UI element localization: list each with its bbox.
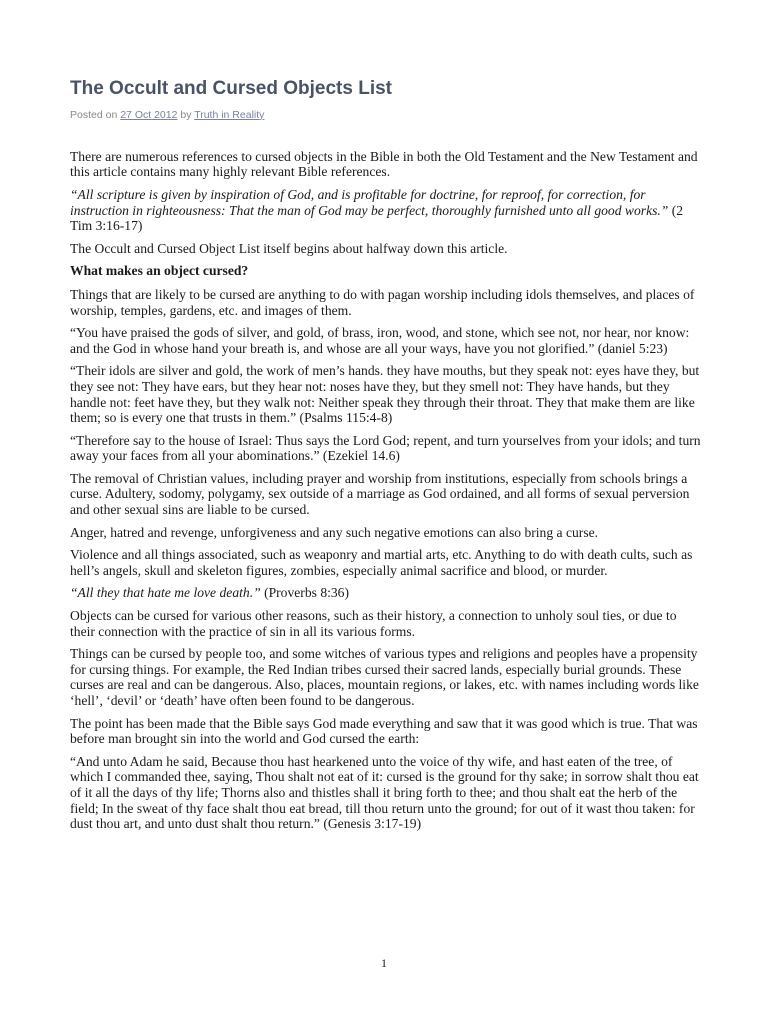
proverbs-quote-reference: (Proverbs 8:36) [264, 585, 350, 601]
paragraph-daniel-quote: “You have praised the gods of silver, and gold, of brass, iron, wood, and stone, which see not, nor hear, nor know: and the God in whose hand your breath is, and whose are all your ways, have you not glorified.” (daniel 5:23) [70, 325, 690, 356]
page-number: 1 [381, 956, 387, 970]
paragraph-other-reasons: Objects can be cursed for various other reasons, such as their history, a connection to unholy soul ties, or due to their connection with the practice of sin in all its various forms. [70, 608, 677, 639]
section-heading: What makes an object cursed? [70, 263, 249, 279]
by-label: by [180, 108, 192, 121]
paragraph-negative-emotions: Anger, hatred and revenge, unforgiveness and any such negative emotions can also bring a curse. [70, 524, 599, 540]
post-meta [70, 109, 704, 121]
paragraph-genesis-quote: “And unto Adam he said, Because thou hast hearkened unto the voice of thy wife, and hast eaten of the tree, of which I commanded thee, saying, Thou shalt not eat of it: cursed is the ground for thy sake; in sorrow shalt thou eat of it all the days of thy life; Thorns also and thistles shall it bring forth to thee; and thou shalt eat the herb of the field; In the sweat of thy face shalt thou eat bread, till thou return unto the ground; for out of it wast thou taken: for dust thou art, and unto dust shalt thou return.” (Genesis 3:17-19) [70, 753, 699, 832]
quote-reference: (2 Tim 3:16-17) [70, 202, 684, 234]
paragraph-scripture-quote [70, 187, 704, 234]
paragraph-violence: Violence and all things associated, such as weaponry and martial arts, etc. Anything to do with death cults, such as hell’s angels, skull and skeleton figures, zombies, especially animal sacrifice and blood, or murder. [70, 547, 693, 578]
page-title: The Occult and Cursed Objects List [70, 78, 393, 99]
paragraph-cursed-by-people: Things can be cursed by people too, and some witches of various types and religions and peoples have a propensity for cursing things. For example, the Red Indian tribes cursed their sacred lands, especially burial grounds. These curses are real and can be dangerous. Also, places, mountain regions, or lakes, etc. with names including words like ‘hell’, ‘devil’ or ‘death’ have often been found to be dangerous. [70, 646, 699, 709]
article-body [70, 149, 704, 832]
paragraph-psalms-quote: “Their idols are silver and gold, the work of men’s hands. they have mouths, but they speak not: eyes have they, but they see not: They have ears, but they hear not: noses have they, but they smell not: They have hands, but they handle not: feet have they, but they walk not: Neither speak they through their throat. They that make them are like them; so is every one that trusts in them.” (Psalms 115:4-8) [70, 363, 700, 426]
quote-text: “All scripture is given by inspiration of God, and is profitable for doctrine, for reproof, for correction, for instruction in righteousness: That the man of God may be perfect, thoroughly furnished unto all good works.” [70, 186, 669, 218]
paragraph-god-cursed-earth: The point has been made that the Bible says God made everything and saw that it was good which is true. That was before man brought sin into the world and God cursed the earth: [70, 715, 698, 747]
post-date-link[interactable]: 27 Oct 2012 [120, 108, 178, 121]
posted-on-label: Posted on [70, 108, 118, 121]
paragraph-intro: There are numerous references to cursed objects in the Bible in both the Old Testament and the New Testament and this article contains many highly relevant Bible references. [70, 148, 698, 180]
paragraph-pagan-worship: Things that are likely to be cursed are anything to do with pagan worship including idols themselves, and places of worship, temples, gardens, etc. and images of them. [70, 286, 695, 318]
paragraph-ezekiel-quote: “Therefore say to the house of Israel: Thus says the Lord God; repent, and turn yourselves from your idols; and turn away your faces from all your abominations.” (Ezekiel 14.6) [70, 432, 701, 464]
paragraph-list-note: The Occult and Cursed Object List itself begins about halfway down this article. [70, 240, 508, 256]
article [70, 78, 704, 839]
paragraph-christian-values: The removal of Christian values, including prayer and worship from institutions, especially from schools brings a curse. Adultery, sodomy, polygamy, sex outside of a marriage as God ordained, and all forms of sexual perversion and other sexual sins are liable to be cursed. [70, 470, 690, 518]
author-link[interactable]: Truth in Reality [194, 108, 265, 121]
proverbs-quote-text: “All they that hate me love death.” [70, 585, 261, 601]
paragraph-proverbs-quote [70, 585, 704, 601]
